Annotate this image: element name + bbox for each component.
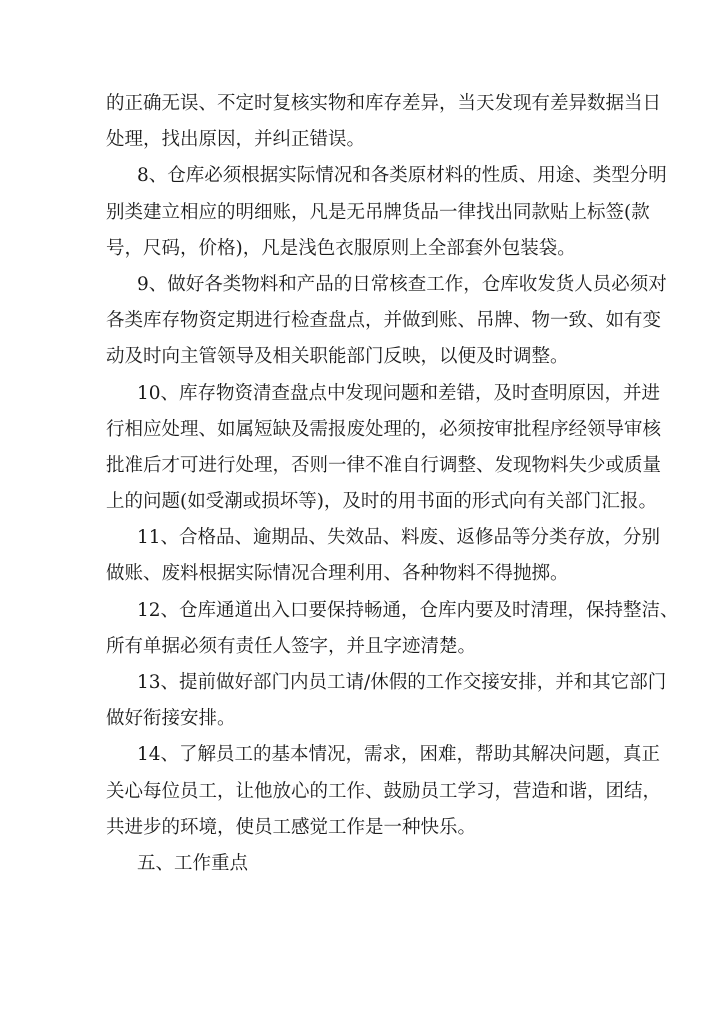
item-11-line: 11、合格品、逾期品、失效品、料废、返修品等分类存放，分别 [137,527,661,549]
item-9-line: 9、做好各类物料和产品的日常核查工作，仓库收发货人员必须对 [137,273,667,295]
text-line: 动及时向主管领导及相关职能部门反映，以便及时调整。 [106,346,569,368]
text-line: 处理，找出原因，并纠正错误。 [106,129,366,151]
document-body [106,86,679,882]
text-line: 号，尺码，价格)，凡是浅色衣服原则上全部套外包装袋。 [106,237,576,259]
text-line: 别类建立相应的明细账，凡是无吊牌货品一律找出同款贴上标签(款 [106,201,650,223]
item-12-line: 12、仓库通道出入口要保持畅通，仓库内要及时清理，保持整洁、 [137,599,679,621]
text-line: 各类库存物资定期进行检查盘点，并做到账、吊牌、物一致、如有变 [106,310,662,332]
item-13-line: 13、提前做好部门内员工请/休假的工作交接安排，并和其它部门 [137,672,667,693]
text-line: 批准后才可进行处理，否则一律不准自行调整、发现物料失少或质量 [106,454,662,476]
text-line: 做好衔接安排。 [106,708,236,730]
item-14-line: 14、了解员工的基本情况，需求，困难，帮助其解决问题，真正 [137,744,661,766]
text-line: 共进步的环境，使员工感觉工作是一种快乐。 [106,816,477,838]
text-line: 做账、废料根据实际情况合理利用、各种物料不得抛掷。 [106,563,569,585]
item-10-line: 10、库存物资清查盘点中发现问题和差错，及时查明原因，并进 [137,382,661,404]
text-line: 关心每位员工，让他放心的工作、鼓励员工学习，营造和谐，团结， [106,780,662,802]
text-line: 行相应处理、如属短缺及需报废处理的，必须按审批程序经领导审核 [106,418,662,440]
section-heading: 五、工作重点 [137,852,249,874]
item-8-line: 8、仓库必须根据实际情况和各类原材料的性质、用途、类型分明 [137,165,667,187]
text-line: 所有单据必须有责任人签字，并且字迹清楚。 [106,635,477,657]
text-line: 的正确无误、不定时复核实物和库存差异，当天发现有差异数据当日 [106,93,662,114]
text-line: 上的问题(如受潮或损坏等)，及时的用书面的形式向有关部门汇报。 [106,491,657,513]
